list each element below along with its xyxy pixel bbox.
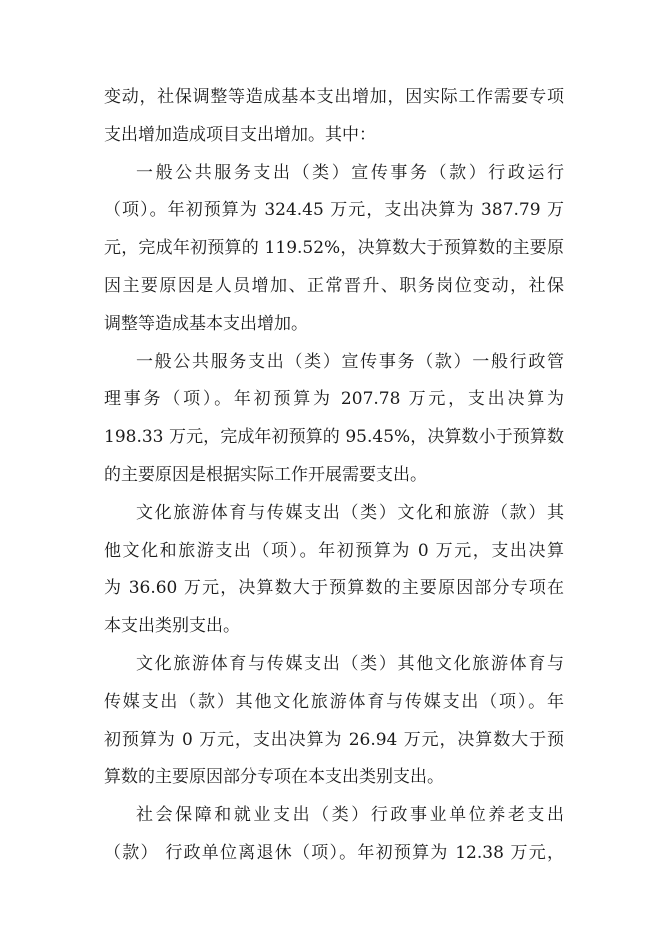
text-line: 调整等造成基本支出增加。 (104, 313, 308, 334)
text-line: 传媒支出（款）其他文化旅游体育与传媒支出（项）。年 (104, 691, 564, 712)
text-line: 一般公共服务支出（类）宣传事务（款）一般行政管 (136, 351, 564, 372)
text-line: 文化旅游体育与传媒支出（类）文化和旅游（款）其 (136, 502, 564, 523)
text-line: （项）。年初预算为 324.45 万元，支出决算为 387.79 万 (104, 200, 564, 221)
paragraph-1 (104, 79, 564, 155)
text-line: 为 36.60 万元，决算数大于预算数的主要原因部分专项在 (104, 578, 564, 599)
paragraph-5 (104, 646, 564, 797)
text-line: 本支出类别支出。 (104, 616, 240, 637)
body-text (104, 79, 564, 873)
paragraph-6 (104, 797, 564, 873)
text-line: 一般公共服务支出（类）宣传事务（款）行政运行 (136, 162, 564, 183)
text-line: 的主要原因是根据实际工作开展需要支出。 (104, 464, 427, 485)
text-line: 理事务（项）。年初预算为 207.78 万元，支出决算为 (104, 389, 564, 410)
paragraph-3 (104, 344, 564, 495)
text-line: 支出增加造成项目支出增加。其中： (104, 124, 376, 145)
text-line: 198.33 万元，完成年初预算的 95.45%，决算数小于预算数 (104, 427, 564, 448)
text-line: 变动，社保调整等造成基本支出增加，因实际工作需要专项 (104, 87, 564, 107)
text-line: 文化旅游体育与传媒支出（类）其他文化旅游体育与 (136, 653, 564, 674)
text-line: （款） 行政单位离退休（项）。年初预算为 12.38 万元， (104, 842, 564, 863)
text-line: 元，完成年初预算的 119.52%，决算数大于预算数的主要原 (104, 238, 564, 259)
text-line: 因主要原因是人员增加、正常晋升、职务岗位变动，社保 (104, 275, 564, 296)
paragraph-4 (104, 495, 564, 646)
text-line: 初预算为 0 万元，支出决算为 26.94 万元，决算数大于预 (104, 729, 564, 750)
text-line: 社会保障和就业支出（类）行政事业单位养老支出 (136, 805, 564, 826)
text-line: 他文化和旅游支出（项）。年初预算为 0 万元，支出决算 (104, 540, 564, 561)
paragraph-2 (104, 155, 564, 344)
text-line: 算数的主要原因部分专项在本支出类别支出。 (104, 767, 444, 788)
